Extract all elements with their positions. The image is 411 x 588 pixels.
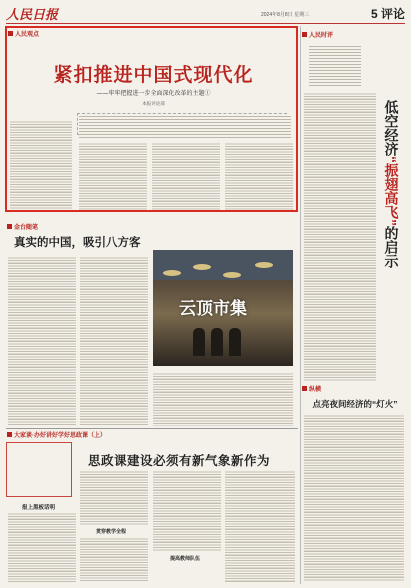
right-lower-body	[304, 414, 404, 582]
section3-body-col3	[153, 470, 221, 552]
right-headline-part-b: “振翅高飞”	[383, 156, 400, 226]
lead-body-col1	[10, 120, 72, 210]
tag-square-icon	[7, 432, 12, 437]
lead-body-col4	[225, 142, 293, 210]
lead-tag-label: 人民观点	[15, 32, 40, 38]
lantern-icon	[255, 262, 273, 268]
lead-subtitle: ——牢牢把握进一步全面深化改革的主题①	[96, 90, 211, 97]
section-divider	[6, 428, 298, 429]
section2-body-col3	[153, 372, 293, 426]
right-headline-part-a: 低空经济	[383, 100, 400, 156]
person-silhouette	[211, 328, 223, 356]
lead-byline: 本报评论部	[142, 102, 165, 107]
night-market-photo[interactable]	[153, 250, 293, 366]
dateline: 2024年8月8日 星期三	[261, 12, 310, 18]
section3-body-col4	[225, 470, 295, 582]
tag-square-icon	[302, 32, 307, 37]
page-number: 5 评论	[370, 7, 405, 21]
tag-square-icon	[302, 386, 307, 391]
section3-tag-label: 大家谈·办好讲好学好思政课（上）	[14, 433, 106, 439]
person-silhouette	[229, 328, 241, 356]
right-lower-tag	[302, 384, 321, 393]
section3-body-col2b	[80, 537, 148, 582]
right-headline-part-c: 的启示	[383, 226, 400, 268]
section2-tag-label: 金台随笔	[14, 225, 39, 231]
right-pull-quote	[309, 44, 361, 88]
section2-tag	[7, 222, 38, 231]
section3-tag	[7, 430, 106, 439]
section2-body-col2	[80, 256, 148, 426]
tag-square-icon	[7, 224, 12, 229]
section2-headline[interactable]: 真实的中国，吸引八方客	[14, 237, 141, 249]
right-vertical-headline[interactable]	[380, 100, 402, 268]
section3-sub-heading-1: 报上黑板话明	[22, 505, 56, 511]
lantern-icon	[163, 270, 181, 276]
column-divider	[300, 26, 301, 584]
right-top-body	[304, 92, 376, 382]
section3-body-col2a	[80, 470, 148, 525]
person-silhouette	[193, 328, 205, 356]
section3-body-col1	[8, 512, 76, 582]
section3-sidebox	[6, 442, 72, 497]
section3-sub-heading-2: 贯穿教学全程	[96, 529, 127, 535]
lead-body-col3	[152, 142, 220, 210]
section3-headline[interactable]: 思政课建设必须有新气象新作为	[88, 454, 271, 468]
photo-overlay-text: 云顶市集	[179, 299, 247, 318]
right-top-tag	[302, 30, 333, 39]
lantern-icon	[193, 264, 211, 270]
right-top-tag-label: 人民时评	[309, 33, 334, 39]
lead-intro-text	[79, 114, 291, 139]
newspaper-logo: 人民日报	[6, 8, 59, 23]
right-lower-tag-label: 纵横	[309, 387, 322, 393]
lantern-icon	[223, 272, 241, 278]
lead-headline[interactable]: 紧扣推进中国式现代化	[53, 65, 254, 86]
masthead	[6, 4, 405, 24]
lead-body-col2	[79, 142, 147, 210]
section3-sub-heading-3: 提高教师队伍	[170, 556, 201, 562]
right-lower-headline[interactable]: 点亮夜间经济的“灯火”	[312, 399, 398, 409]
section2-body-col1	[8, 256, 76, 426]
